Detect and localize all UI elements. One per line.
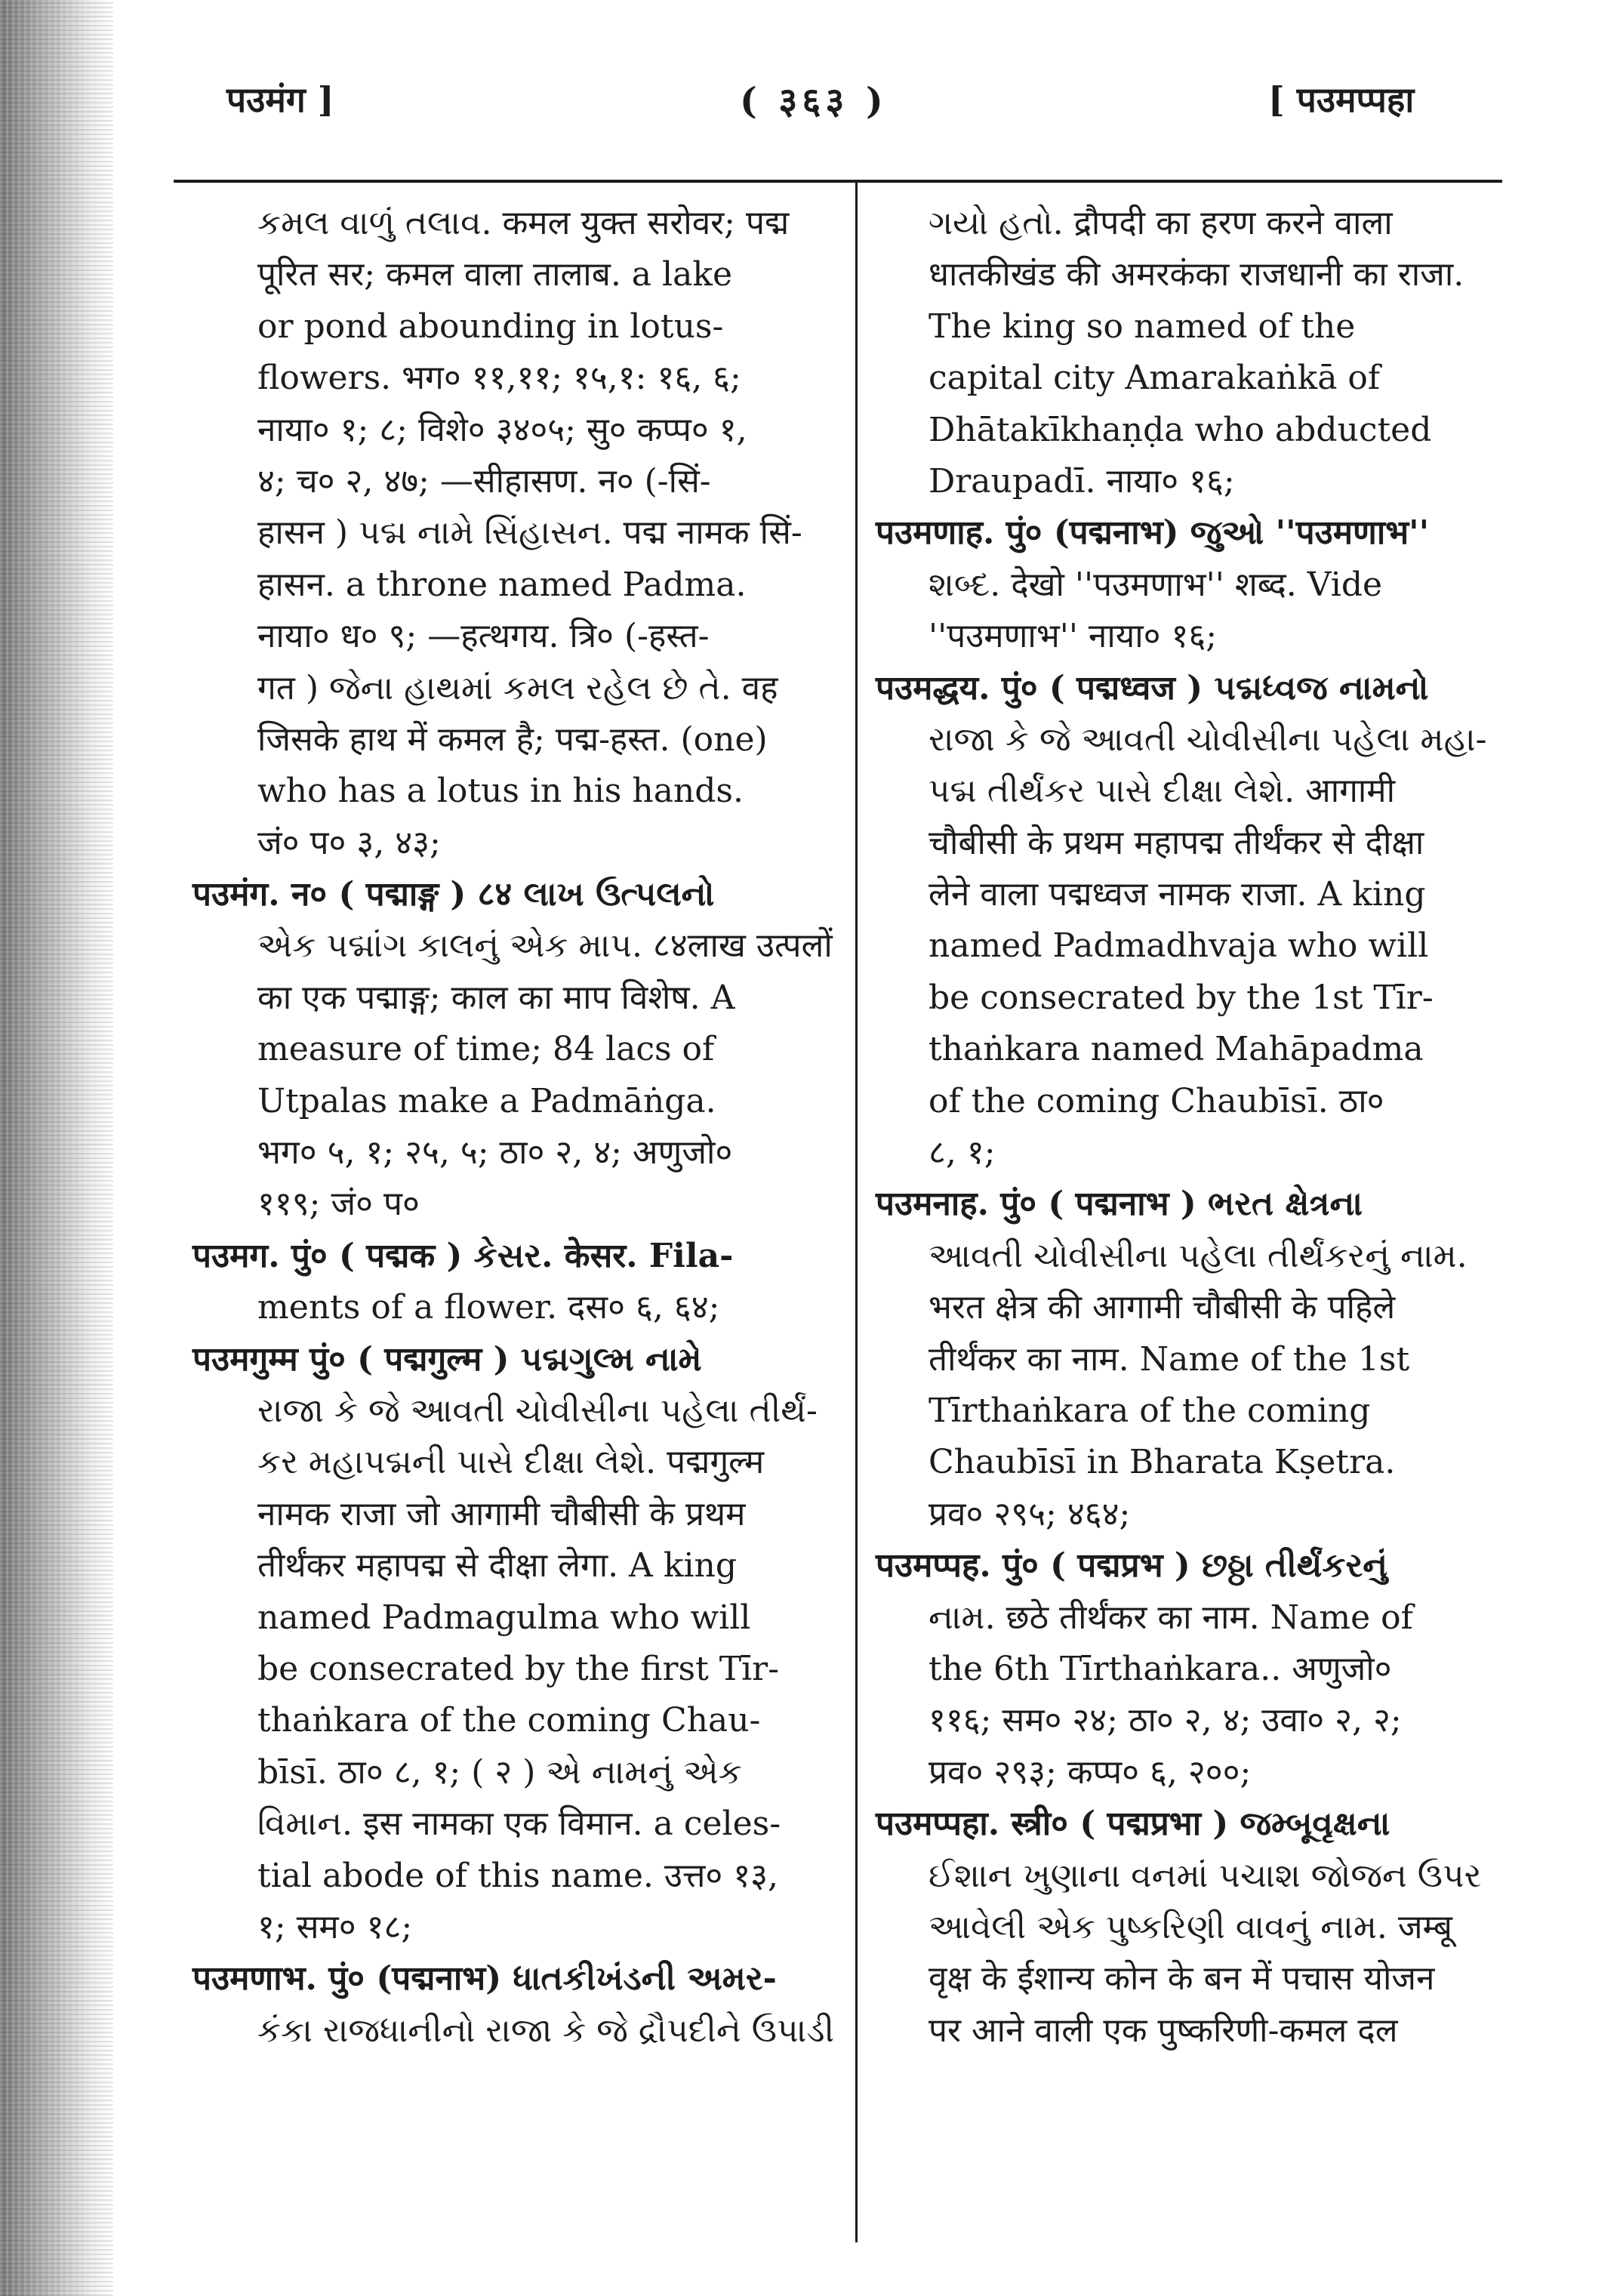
entry-text-line: भरत क्षेत्र की आगामी चौबीसी के पहिले — [929, 1288, 1396, 1327]
entry-text-line: capital city Amarakaṅkā of — [929, 359, 1381, 398]
entry-headword-line: पउमंग. न० ( पद्माङ्ग ) ८४ લાખ ઉત્પલનો — [192, 875, 715, 914]
entry-text-line: १; सम० १८; — [257, 1907, 413, 1946]
header-left-guide-word: पउमंग ] — [226, 79, 334, 120]
entry-text-line: આવતી ચોવીસીના પહેલા તીર્થંકરનું નામ. — [929, 1236, 1467, 1275]
entry-text-line: का एक पद्माङ्ग; काल का माप विशेष. A — [257, 978, 735, 1017]
entry-text-line: गत ) જેના હાથમાં કમલ રહેલ છે તે. वह — [257, 668, 778, 707]
entry-text-line: કંકા રાજધાનીનો રાજા કે જે દ્રૌપદીને ઉપાડી — [257, 2011, 835, 2050]
entry-text-line: રાજા કે જે આવતી ચોવીસીના પહેલા મહા- — [929, 720, 1487, 759]
entry-text-line: પદ્મ તીર્થંકર પાસે દીક્ષા લેશે. आगामी — [929, 772, 1395, 811]
entry-text-line: प्रव० २९३; कप्प० ६, २००; — [929, 1752, 1252, 1792]
page-number: ( ३६३ ) — [740, 80, 888, 122]
entry-text-line: who has a lotus in his hands. — [257, 772, 744, 811]
entry-text-line: The king so named of the — [929, 307, 1356, 346]
entry-text-line: प्रव० २९५; ४६४; — [929, 1494, 1131, 1533]
entry-headword-line: पउमगुम्म पुं० ( पद्मगुल्म ) પદ્મગુલ્મ નામે — [192, 1339, 702, 1379]
entry-text-line: be consecrated by the 1st Tīr- — [929, 978, 1434, 1017]
entry-text-line: કમલ વાળું તલાવ. कमल युक्त सरोवर; पद्म — [257, 204, 790, 242]
entry-text-line: पूरित सर; कमल वाला तालाब. a lake — [257, 255, 733, 294]
entry-text-line: लेने वाला पद्मध्वज नामक राजा. A king — [929, 875, 1426, 914]
entry-text-line: Chaubīsī in Bharata Kṣetra. — [929, 1443, 1396, 1482]
entry-headword-line: पउमप्पहा. स्त्री० ( पद्मप्रभा ) જમ્બૂવૃક્ષના — [876, 1804, 1390, 1844]
entry-text-line: named Padmagulma who will — [257, 1598, 751, 1637]
entry-text-line: भग० ५, १; २५, ५; ठा० २, ४; अणुजो० — [257, 1133, 733, 1173]
scan-edge-noise — [0, 0, 113, 2296]
entry-text-line: શબ્દ. देखो ''पउमणाभ'' शब्द. Vide — [929, 565, 1383, 604]
entry-text-line: નામ. छठे तीर्थंकर का नाम. Name of — [929, 1598, 1413, 1637]
entry-text-line: Draupadī. नाया० १६; — [929, 461, 1235, 501]
entry-text-line: तीर्थंकर का नाम. Name of the 1st — [929, 1339, 1410, 1379]
entry-text-line: हासन. a throne named Padma. — [257, 565, 747, 604]
entry-text-line: flowers. भग० ११,११; १५,१: १६, ६; — [257, 359, 741, 398]
entry-headword-line: पउमणाभ. पुं० (पद्मनाभ) ધાતકીખંડની અમર- — [192, 1959, 777, 1999]
entry-text-line: કર મહાપદ્મની પાસે દીક્ષા લેશે. पद्मगुल्म — [257, 1443, 765, 1482]
entry-text-line: ગયો હતો. द्रौपदी का हरण करने वाला — [929, 204, 1393, 242]
entry-text-line: Tīrthaṅkara of the coming — [929, 1391, 1371, 1430]
entry-text-line: नाया० १; ८; विशे० ३४०५; सु० कप्प० १, — [257, 410, 747, 449]
entry-headword-line: पउमद्धय. पुं० ( पद्मध्वज ) પદ્મધ્વજ નામનો — [876, 668, 1429, 707]
entry-text-line: રાજા કે જે આવતી ચોવીસીના પહેલા તીર્થં- — [257, 1391, 818, 1430]
column-divider — [855, 181, 858, 2242]
entry-text-line: पर आने वाली एक पुष्करिणी-कमल दल — [929, 2011, 1398, 2050]
entry-text-line: measure of time; 84 lacs of — [257, 1030, 715, 1069]
entry-headword-line: पउमग. पुं० ( पद्मक ) કેસર. केसर. Fila- — [192, 1236, 734, 1275]
entry-headword-line: पउमणाह. पुं० (पद्मनाभ) જુઓ ''पउमणाभ'' — [876, 513, 1430, 553]
entry-text-line: ઈશાન ખુણાના વનમાં પચાશ જોજન ઉપર — [929, 1856, 1482, 1895]
header-rule — [174, 180, 1502, 183]
entry-text-line: धातकीखंड की अमरकंका राजधानी का राजा. — [929, 255, 1464, 294]
entry-text-line: जिसके हाथ में कमल है; पद्म-हस्त. (one) — [257, 720, 768, 759]
left-column — [192, 198, 840, 2057]
entry-text-line: named Padmadhvaja who will — [929, 926, 1429, 966]
entry-text-line: तीर्थंकर महापद्म से दीक्षा लेगा. A king — [257, 1546, 738, 1586]
entry-text-line: Dhātakīkhaṇḍa who abducted — [929, 410, 1432, 449]
entry-headword-line: पउमनाह. पुं० ( पद्मनाभ ) ભરત ક્ષેત્રના — [876, 1185, 1363, 1224]
entry-text-line: ''पउमणाभ'' नाया० १६; — [929, 617, 1218, 656]
entry-text-line: जं० प० ३, ४३; — [257, 823, 441, 862]
header-right-guide-word: [ पउमप्पहा — [1268, 79, 1415, 120]
entry-headword-line: पउमप्पह. पुं० ( पद्मप्रभ ) છઠ્ઠા તીર્થંકરનું — [876, 1546, 1388, 1586]
entry-text-line: વિમાન. इस नामका एक विमान. a celes- — [257, 1804, 781, 1844]
entry-text-line: the 6th Tīrthaṅkara.. अणुजो० — [929, 1649, 1392, 1688]
entry-text-line: or pond abounding in lotus- — [257, 307, 724, 346]
entry-text-line: of the coming Chaubīsī. ठा० — [929, 1081, 1384, 1120]
entry-text-line: चौबीसी के प्रथम महापद्म तीर्थंकर से दीक्षा — [929, 823, 1424, 862]
entry-text-line: हासन ) પદ્મ નામે સિંહાસન. पद्म नामक सिं- — [257, 513, 802, 553]
entry-text-line: नामक राजा जो आगामी चौबीसी के प्रथम — [257, 1494, 746, 1533]
entry-text-line: thaṅkara of the coming Chau- — [257, 1701, 761, 1740]
entry-text-line: be consecrated by the first Tīr- — [257, 1649, 780, 1688]
entry-text-line: Utpalas make a Padmāṅga. — [257, 1081, 716, 1120]
right-column — [876, 198, 1502, 2057]
entry-text-line: એક પદ્માંગ કાલનું એક માપ. ८४लाख उत्पलों — [257, 926, 833, 966]
entry-text-line: वृक्ष के ईशान्य कोन के बन में पचास योजन — [929, 1959, 1435, 1999]
entry-text-line: tial abode of this name. उत्त० १३, — [257, 1856, 778, 1895]
entry-text-line: ११६; सम० २४; ठा० २, ४; उवा० २, २; — [929, 1701, 1402, 1740]
entry-text-line: ८, १; — [929, 1133, 996, 1173]
entry-text-line: ४; च० २, ४७; —सीहासण. न० (-सिं- — [257, 461, 711, 501]
entry-text-line: આવેલી એક પુષ્કરિણી વાવનું નામ. जम्बू — [929, 1907, 1452, 1946]
entry-text-line: bīsī. ठा० ८, १; ( २ ) એ નામનું એક — [257, 1752, 742, 1792]
page-header — [0, 0, 1623, 181]
entry-text-line: नाया० ध० ९; —हत्थगय. त्रि० (-हस्त- — [257, 617, 710, 656]
entry-text-line: ments of a flower. दस० ६, ६४; — [257, 1288, 720, 1327]
entry-text-line: thaṅkara named Mahāpadma — [929, 1030, 1424, 1069]
entry-text-line: ११९; जं० प० — [257, 1185, 420, 1224]
